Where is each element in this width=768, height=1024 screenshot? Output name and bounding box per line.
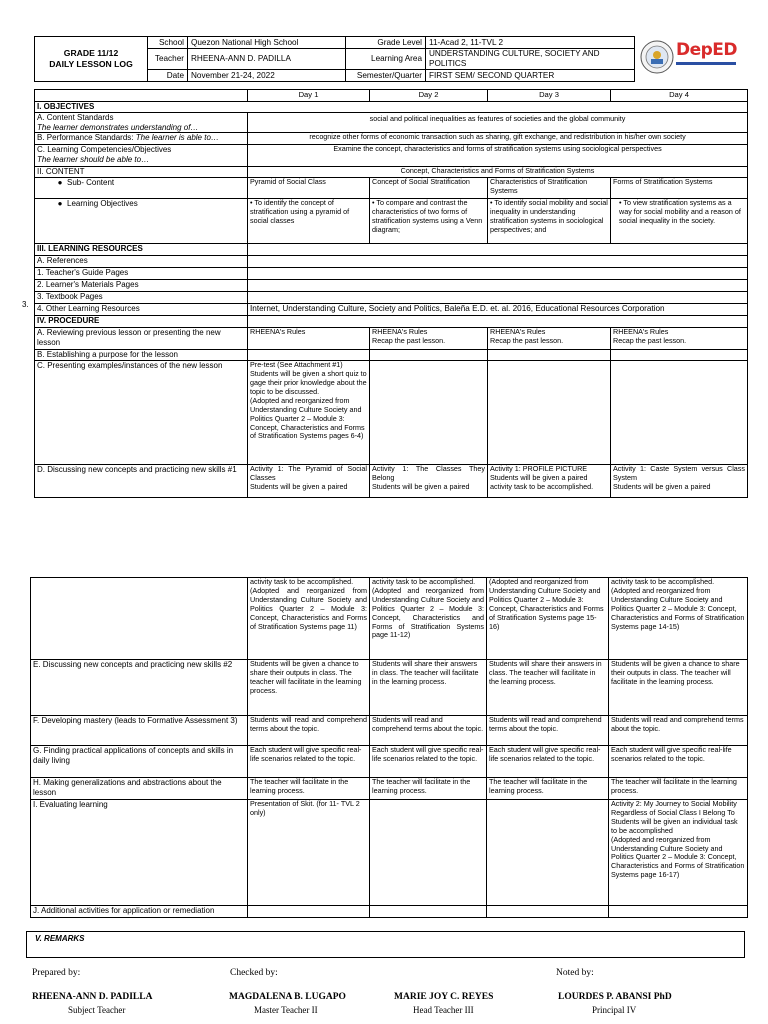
textbook-margin-number: 3.	[22, 300, 29, 309]
references-label: A. References	[35, 256, 248, 268]
sub-content-day4: Forms of Stratification Systems	[611, 178, 748, 199]
procedure-f-day4: Students will read and comprehend terms about the topic.	[609, 716, 748, 746]
signatory-name-1: RHEENA-ANN D. PADILLA	[32, 992, 153, 1002]
learning-objective-day1-text: To identify the concept of stratification using a pyramid of social classes	[250, 198, 350, 225]
day-header-row	[35, 90, 748, 102]
sub-content-label	[35, 178, 248, 199]
learning-objective-day3-text: To identify social mobility and social inequality in understanding stratification systems in sociological perspectives; and	[490, 198, 608, 234]
signatory-role-1: Subject Teacher	[68, 1005, 126, 1015]
content-heading: II. CONTENT	[35, 167, 248, 178]
signatory-name-3: MARIE JOY C. REYES	[394, 992, 494, 1002]
procedure-d-label: D. Discussing new concepts and practicing new skills #1	[35, 465, 248, 498]
lesson-log-table-continued	[30, 577, 748, 918]
content-standards-value: social and political inequalities as features of societies and the global community	[248, 113, 748, 133]
procedure-a-day1: RHEENA's Rules	[248, 328, 370, 350]
objectives-heading: I. OBJECTIVES	[35, 102, 748, 113]
signatory-name-4: LOURDES P. ABANSI PhD	[558, 992, 672, 1002]
procedure-h-day3: The teacher will facilitate in the learning process.	[487, 778, 609, 800]
teacher-label: Teacher	[148, 49, 188, 70]
procedure-a-label: A. Reviewing previous lesson or presenting the new lesson	[35, 328, 248, 350]
school-value: Quezon National High School	[188, 37, 346, 49]
content-standards-sub: The learner demonstrates understanding of…	[37, 122, 199, 132]
procedure-d-day3-bottom: (Adopted and reorganized from Understanding Culture Society and Politics Quarter 2 – Module 3: Concept, Characteristics and Forms of Stratification Systems page 15-16)	[487, 578, 609, 660]
day-header-2: Day 2	[370, 90, 488, 102]
procedure-c-label: C. Presenting examples/instances of the new lesson	[35, 361, 248, 465]
procedure-e-day2: Students will share their answers in class. The teacher will facilitate in the learning process.	[370, 660, 487, 716]
learning-area-label: Learning Area	[346, 49, 426, 70]
date-value: November 21-24, 2022	[188, 70, 346, 82]
teachers-guide-label: 1. Teacher's Guide Pages	[35, 268, 248, 280]
performance-standards-title: B. Performance Standards:	[37, 133, 134, 143]
competencies-label	[35, 145, 248, 167]
procedure-g-day2: Each student will give specific real-life scenarios related to the topic.	[370, 746, 487, 778]
deped-logo-underline	[676, 62, 736, 65]
signatory-name-2: MAGDALENA B. LUGAPO	[229, 992, 346, 1002]
competencies-sub: The learner should be able to…	[37, 154, 150, 164]
learners-materials-label: 2. Learner's Materials Pages	[35, 280, 248, 292]
grade-level-value: 11-Acad 2, 11-TVL 2	[426, 37, 635, 49]
sub-content-day2: Concept of Social Stratification	[370, 178, 488, 199]
sub-content-text: Sub- Content	[67, 178, 115, 188]
lesson-log-table	[34, 89, 748, 498]
procedure-e-day4: Students will be given a chance to share their outputs in class. The teacher will facilitate in the learning process.	[609, 660, 748, 716]
bullet-icon: ●	[57, 199, 63, 209]
signatory-role-2: Master Teacher II	[254, 1005, 318, 1015]
sub-content-day3: Characteristics of Stratification Systems	[488, 178, 611, 199]
competencies-title: C. Learning Competencies/Objectives	[37, 145, 172, 155]
procedure-f-day2: Students will read and comprehend terms about the topic.	[370, 716, 487, 746]
procedure-g-day4: Each student will give specific real-life scenarios related to the topic.	[609, 746, 748, 778]
procedure-g-label: G. Finding practical applications of concepts and skills in daily living	[31, 746, 248, 778]
procedure-c-day1: Pre-test (See Attachment #1) Students will be given a short quiz to gage their prior knowledge about the topic to be discussed. (Adopted and reorganized from Understanding Culture Society and Politics Quarter 2 – Module 3: Concept, Characteristics and Forms of Stratification Systems pages 6-4)	[248, 361, 370, 465]
performance-standards-value: recognize other forms of economic transaction such as sharing, gift exchange, and redistribution in his/her own society	[248, 133, 748, 145]
procedure-j-label: J. Additional activities for application or remediation	[31, 906, 248, 918]
procedure-d-day2-top: Activity 1: The Classes They Belong Students will be given a paired	[370, 465, 488, 498]
school-label: School	[148, 37, 188, 49]
grade-level-label: Grade Level	[346, 37, 426, 49]
date-label: Date	[148, 70, 188, 82]
procedure-i-label: I. Evaluating learning	[31, 800, 248, 906]
learning-objective-day1	[248, 199, 370, 244]
other-resources-value: Internet, Understanding Culture, Society and Politics, Baleña E.D. et. al. 2016, Educational Resources Corporation	[248, 304, 748, 316]
bullet-icon: •	[250, 198, 255, 208]
form-title-line2: DAILY LESSON LOG	[49, 59, 133, 69]
learning-objective-day2	[370, 199, 488, 244]
procedure-d-day3-top: Activity 1: PROFILE PICTURE Students will be given a paired activity task to be accomplished.	[488, 465, 611, 498]
bullet-icon: •	[490, 198, 495, 208]
deped-logo-text: DepED	[676, 40, 738, 60]
procedure-heading: IV. PROCEDURE	[35, 316, 248, 328]
performance-standards-sub: The learner is able to…	[135, 133, 219, 143]
day-header-1: Day 1	[248, 90, 370, 102]
other-resources-label: 4. Other Learning Resources	[35, 304, 248, 316]
day-header-4: Day 4	[611, 90, 748, 102]
procedure-f-day1: Students will read and comprehend terms about the topic.	[248, 716, 370, 746]
procedure-d-day2-bottom: activity task to be accomplished. (Adopted and reorganized from Understanding Culture Society and Politics Quarter 2 – Module 3: Concept, Characteristics and Forms of Stratification Systems page 11-12)	[370, 578, 487, 660]
sub-content-day1: Pyramid of Social Class	[248, 178, 370, 199]
learning-objective-day4	[611, 199, 748, 244]
bullet-icon: •	[619, 198, 624, 208]
resources-heading: III. LEARNING RESOURCES	[35, 244, 248, 256]
procedure-i-day1: Presentation of Skit. (for 11- TVL 2 only)	[248, 800, 370, 906]
content-standards-label	[35, 113, 248, 133]
procedure-i-day4: Activity 2: My Journey to Social Mobility Regardless of Social Class I Belong To Students will be given an individual task to be accomplished (Adopted and reorganized from Understanding Culture Society and Politics Quarter 2 – Module 3: Concept, Characteristics and Forms of Stratification Systems page 16-17)	[609, 800, 748, 906]
textbook-pages-label: 3. Textbook Pages	[35, 292, 248, 304]
learning-objectives-text: Learning Objectives	[67, 199, 138, 209]
procedure-a-day3: RHEENA's Rules Recap the past lesson.	[488, 328, 611, 350]
learning-area-value: UNDERSTANDING CULTURE, SOCIETY AND POLITICS	[426, 49, 635, 70]
procedure-h-label: H. Making generalizations and abstractions about the lesson	[31, 778, 248, 800]
prepared-by-label: Prepared by:	[32, 968, 81, 978]
procedure-e-day1: Students will be given a chance to share their outputs in class. The teacher will facilitate in the learning process.	[248, 660, 370, 716]
procedure-g-day3: Each student will give specific real-life scenarios related to the topic.	[487, 746, 609, 778]
procedure-g-day1: Each student will give specific real-life scenarios related to the topic.	[248, 746, 370, 778]
form-title-line1: GRADE 11/12	[63, 48, 119, 58]
competencies-value: Examine the concept, characteristics and forms of stratification systems using sociological perspectives	[248, 145, 748, 167]
content-standards-title: A. Content Standards	[37, 113, 114, 122]
semester-label: Semester/Quarter	[346, 70, 426, 82]
procedure-a-day4: RHEENA's Rules Recap the past lesson.	[611, 328, 748, 350]
learning-objective-day3	[488, 199, 611, 244]
remarks-table	[26, 931, 745, 958]
checked-by-label: Checked by:	[230, 968, 278, 978]
procedure-b-label: B. Establishing a purpose for the lesson	[35, 350, 248, 361]
header-table	[34, 36, 635, 82]
procedure-f-day3: Students will read and comprehend terms about the topic.	[487, 716, 609, 746]
procedure-d-day4-bottom: activity task to be accomplished. (Adopted and reorganized from Understanding Culture Society and Politics Quarter 2 – Module 3: Concept, Characteristics and Forms of Stratification Systems page 14-15)	[609, 578, 748, 660]
form-title	[35, 37, 148, 82]
semester-value: FIRST SEM/ SECOND QUARTER	[426, 70, 635, 82]
procedure-a-day2: RHEENA's Rules Recap the past lesson.	[370, 328, 488, 350]
procedure-h-day2: The teacher will facilitate in the learning process.	[370, 778, 487, 800]
performance-standards-label	[35, 133, 248, 145]
content-value: Concept, Characteristics and Forms of Stratification Systems	[248, 167, 748, 178]
procedure-h-day4: The teacher will facilitate in the learning process.	[609, 778, 748, 800]
bullet-icon: •	[372, 198, 377, 208]
bullet-icon: ●	[57, 178, 63, 188]
day-header-3: Day 3	[488, 90, 611, 102]
procedure-h-day1: The teacher will facilitate in the learning process.	[248, 778, 370, 800]
learning-objective-day2-text: To compare and contrast the characteristics of two forms of stratification systems using a Venn diagram;	[372, 198, 483, 234]
procedure-d-day1-bottom: activity task to be accomplished. (Adopted and reorganized from Understanding Culture Society and Politics Quarter 2 – Module 3: Concept, Characteristics and Forms of Stratification Systems page 11)	[248, 578, 370, 660]
procedure-d-day1-top: Activity 1: The Pyramid of Social Classes Students will be given a paired	[248, 465, 370, 498]
signatory-role-3: Head Teacher III	[413, 1005, 474, 1015]
signatory-role-4: Principal IV	[592, 1005, 637, 1015]
procedure-e-label: E. Discussing new concepts and practicing new skills #2	[31, 660, 248, 716]
deped-seal-icon	[640, 40, 674, 74]
learning-objectives-label	[35, 199, 248, 244]
remarks-label: V. REMARKS	[27, 932, 745, 958]
noted-by-label: Noted by:	[556, 968, 594, 978]
procedure-f-label: F. Developing mastery (leads to Formative Assessment 3)	[31, 716, 248, 746]
deped-logo	[676, 38, 742, 74]
teacher-value: RHEENA-ANN D. PADILLA	[188, 49, 346, 70]
procedure-e-day3: Students will share their answers in class. The teacher will facilitate in the learning process.	[487, 660, 609, 716]
procedure-d-day4-top: Activity 1: Caste System versus Class System Students will be given a paired	[611, 465, 748, 498]
learning-objective-day4-text: To view stratification systems as a way for social mobility and a reason of social inequality in the society.	[619, 198, 741, 225]
